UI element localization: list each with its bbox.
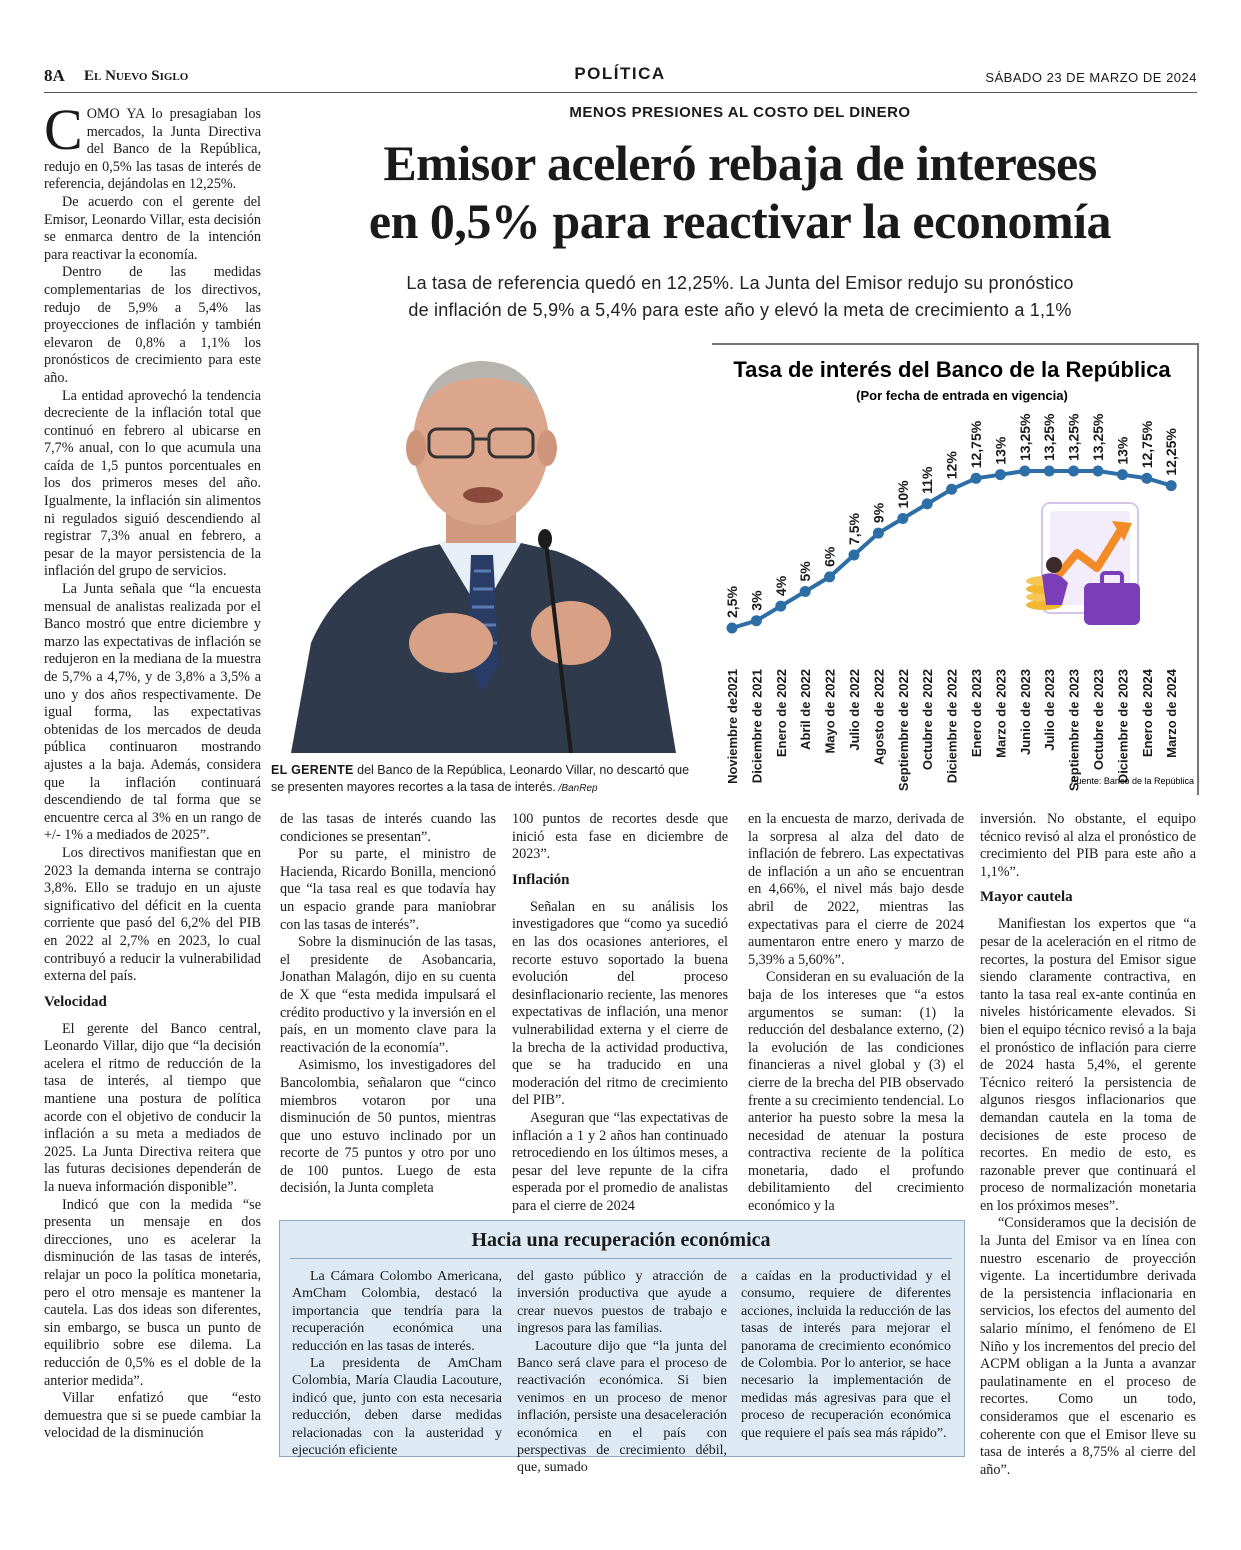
rate-point bbox=[1019, 466, 1030, 477]
rate-point bbox=[775, 601, 786, 612]
subheading-mayor-cautela: Mayor cautela bbox=[980, 889, 1073, 906]
x-axis-label: Noviembre de2021 bbox=[725, 669, 740, 784]
rate-point bbox=[800, 586, 811, 597]
rate-point bbox=[1166, 480, 1177, 491]
paragraph: Dentro de las medidas complementarias de los directivos, redujo de 5,9% a 5,4% las proyecciones de inflación y también elevaron de 0,8% a 1,1% los pronósticos de crecimiento para este año. bbox=[44, 264, 261, 386]
rate-point bbox=[1141, 473, 1152, 484]
x-axis-label: Abril de 2022 bbox=[798, 669, 814, 750]
rate-value-label: 5% bbox=[797, 561, 814, 582]
x-axis-label: Octubre de 2023 bbox=[1091, 669, 1106, 771]
subheading-velocidad: Velocidad bbox=[44, 993, 107, 1010]
x-axis-label: Junio de 2023 bbox=[1017, 669, 1033, 755]
paragraph: Indicó que con la medida “se presenta un mensaje en dos direcciones, uno es acelerar la disminución de las tasas de interés, relajar un poco la política monetaria, pero el otro mensaje es mantener la cautela. Las dos ideas son diferentes, sin embargo, se busca un punto de equilibrio sobre ese dilema. La reducción de 0,5% es el doble de la anterior medida”. bbox=[44, 1196, 261, 1389]
paragraph: “Consideramos que la decisión de la Junta del Emisor va en línea con nuestro escenario de proyección vigente. La incertidumbre derivada de la persistencia inflacionaria en servicios, los efectos del aumento del salario mínimo, el fenómeno de El Niño y los incrementos del precio del ACPM obligan a la Junta a avanzar paulatinamente en el proceso de recortes. Como un todo, consideramos que el escenario es coherente con que el Emisor lleve su tasa de interés a 8,75% al cierre del año”. bbox=[980, 1215, 1196, 1478]
paragraph: Lacouture dijo que “la junta del Banco será clave para el proceso de reactivación económica. Si bien venimos en un proceso de menor inflación, persiste una desaceleración económica en el país con perspectivas de crecimiento débil, que, sumado bbox=[517, 1338, 727, 1476]
article-column-5 bbox=[980, 811, 1196, 1479]
article-column-1 bbox=[44, 97, 261, 1443]
article-column-2 bbox=[280, 811, 496, 1198]
rate-point bbox=[922, 498, 933, 509]
paragraph: Los directivos manifiestan que en 2023 la demanda interna se contrajo 3,8%. Ello se tradujo en un ajuste significativo del déficit en la cuenta corriente que pasó del 6,2% del PIB en 2022 al 2,7% en 2023, lo cual contribuyó a reducir la vulnerabilidad externa del país. bbox=[44, 844, 261, 985]
paragraph: Manifiestan los expertos que “a pesar de la aceleración en el ritmo de recortes, la postura del Emisor sigue siendo claramente contractiva, en tanto la tasa real ex-ante continúa en niveles históricamente elevados. Si bien el equipo técnico revisó a la baja el pronóstico de inflación para cierre de 2024 hasta 5,4%, el gerente Técnico reiteró la persistencia de algunos riesgos inflacionarios que demandan cautela en la toma de decisiones de este proceso de recortes. En medio de esto, es razonable prever que continuará el proceso de normalización monetaria en los próximos meses”. bbox=[980, 916, 1196, 1214]
x-axis-label: Marzo de 2024 bbox=[1164, 669, 1180, 758]
x-axis-label: Enero de 2022 bbox=[773, 669, 789, 758]
paragraph: inversión. No obstante, el equipo técnico revisó al alza el pronóstico de crecimiento del PIB para este año a 1,1%”. bbox=[980, 811, 1196, 880]
rate-value-label: 13% bbox=[1114, 436, 1131, 465]
issue-date: SÁBADO 23 DE MARZO DE 2024 bbox=[985, 70, 1197, 85]
caption-text: del Banco de la República, Leonardo Villar, no descartó que se presenten mayores recortes a la tasa de interés. bbox=[271, 763, 690, 794]
rate-value-label: 13,25% bbox=[1065, 413, 1082, 461]
rate-value-label: 9% bbox=[870, 502, 887, 524]
chart-source: Fuente: Banco de la República bbox=[1070, 776, 1194, 786]
rate-value-label: 7,5% bbox=[846, 513, 862, 545]
paragraph: Consideran en su evaluación de la baja de los intereses que “a estos argumentos se suman: (1) la reducción del desbalance externo, (2) la evolución de las condiciones financieras a nivel global y (3) el cierre de la brecha del PIB observado frente a su crecimiento tendencial. Lo anterior ha puesto sobre la mesa la necesidad de atenuar la postura contractiva reciente de la política monetaria, dado el profundo debilitamiento del crecimiento económico y la bbox=[748, 969, 964, 1215]
rate-value-label: 13,25% bbox=[1016, 413, 1033, 461]
paragraph: Aseguran que “las expectativas de inflación a 1 y 2 años han continuado retrocediendo en los últimos meses, a pesar del leve repunte de la cifra esperada por el promedio de analistas para el cierre de 2024 bbox=[512, 1109, 728, 1214]
headline-line-1: Emisor aceleró rebaja de intereses bbox=[383, 135, 1097, 191]
rate-point bbox=[946, 484, 957, 495]
photo-leonardo-villar bbox=[271, 343, 695, 753]
rate-value-label: 4% bbox=[772, 575, 789, 597]
paragraph: de las tasas de interés cuando las condiciones se presentan”. bbox=[280, 811, 496, 845]
rate-value-label: 12,75% bbox=[1138, 420, 1155, 469]
chart-title: Tasa de interés del Banco de la República bbox=[733, 357, 1171, 382]
newspaper-name: El Nuevo Siglo bbox=[84, 68, 189, 84]
paragraph: Villar enfatizó que “esto demuestra que si se puede cambiar la velocidad de la disminución bbox=[44, 1390, 261, 1442]
subheadline-line-2: de inflación de 5,9% a 5,4% para este año y elevó la meta de crecimiento a 1,1% bbox=[408, 300, 1072, 320]
rate-value-label: 6% bbox=[821, 546, 838, 567]
rate-point bbox=[971, 473, 982, 484]
x-axis-label: Julio de 2023 bbox=[1042, 669, 1058, 751]
header-divider bbox=[44, 92, 1197, 93]
rate-point bbox=[1044, 466, 1055, 477]
subheading-inflacion: Inflación bbox=[512, 871, 570, 888]
x-axis-label: Septiembre de 2023 bbox=[1066, 669, 1082, 792]
photo-credit: /BanRep bbox=[555, 783, 598, 794]
portrait-illustration bbox=[271, 343, 695, 753]
x-axis-label: Marzo de 2023 bbox=[993, 669, 1009, 758]
photo-caption bbox=[271, 762, 695, 797]
paragraph: La Cámara Colombo Americana, AmCham Colombia, destacó la importancia que tendría para la recuperación económica una reducción en las tasas de interés. bbox=[292, 1269, 502, 1354]
x-axis-label: Diciembre de 2023 bbox=[1115, 669, 1131, 784]
sidebar-column-2 bbox=[517, 1268, 727, 1477]
rate-point bbox=[995, 469, 1006, 480]
rate-value-label: 10% bbox=[894, 480, 911, 509]
rate-value-label: 13,25% bbox=[1090, 413, 1106, 461]
paragraph: del gasto público y atracción de inversión productiva que ayude a crear nuevos puestos de trabajo e ingresos para las familias. bbox=[517, 1269, 727, 1337]
finance-illustration bbox=[1026, 503, 1140, 625]
lead-text: OMO YA lo presagiaban los mercados, la Junta Directiva del Banco de la República, redujo en 0,5% las tasas de interés de referencia, dejándolas en 12,25%. bbox=[44, 106, 261, 193]
x-axis-label: Mayo de 2022 bbox=[822, 669, 838, 754]
paragraph: Sobre la disminución de las tasas, el presidente de Asobancaria, Jonathan Malagón, dijo en su cuenta de X que “esta medida impulsará el crédito productivo y la inversión en el país, en un momento clave para la reactivación de la economía”. bbox=[280, 934, 496, 1056]
x-axis-label: Enero de 2023 bbox=[969, 669, 984, 758]
rate-value-label: 13,25% bbox=[1041, 413, 1058, 461]
paragraph: El gerente del Banco central, Leonardo Villar, dijo que “la decisión acelera el ritmo de reducción de la tasa de interés, al tiempo que mantiene una postura de política acorde con el objetivo de conducir la inflación a su meta a mediados de 2025. La Junta Directiva reitera que las futuras decisiones dependerán de la nueva información disponible”. bbox=[44, 1020, 261, 1196]
rate-point bbox=[897, 513, 908, 524]
paragraph: La entidad aprovechó la tendencia decreciente de la inflación total que continuó en febrero al ubicarse en 7,7% anual, con lo que acumula una caída de 1,5 puntos porcentuales en los dos primeros meses del año. Igualmente, la inflación sin alimentos ni regulados siguió descendiendo al registrar 7,3% anual en febrero, a pesar de la mayor persistencia de la inflación del grupo de servicios. bbox=[44, 387, 261, 580]
paragraph: 100 puntos de recortes desde que inició esta fase en diciembre de 2023”. bbox=[512, 811, 728, 863]
rate-value-label: 11% bbox=[919, 466, 936, 494]
rate-point bbox=[873, 528, 884, 539]
rate-point bbox=[751, 615, 762, 626]
sidebar-column-1 bbox=[292, 1268, 502, 1459]
interest-rate-chart bbox=[712, 343, 1197, 795]
kicker: MENOS PRESIONES AL COSTO DEL DINERO bbox=[569, 104, 911, 121]
rate-point bbox=[1068, 466, 1079, 477]
x-axis-label: Diciembre de 2022 bbox=[944, 669, 960, 784]
paragraph: Asimismo, los investigadores del Bancolombia, señalaron que “cinco miembros votaron por una disminución de 50 puntos, mientras que uno estuvo inclinado por un recorte de 75 puntos y otro por uno de 100 puntos. Luego de esta decisión, la Junta completa bbox=[280, 1057, 496, 1197]
subheadline bbox=[300, 270, 1180, 324]
rate-point bbox=[849, 549, 860, 560]
paragraph: a caídas en la productividad y el consumo, requiere de diferentes acciones, incluida la reducción de las tasas de interés para mejorar el panorama de crecimiento económico de Colombia. Por lo anterior, se hace necesario la implementación de medidas más agresivas para que el proceso de recuperación económica que requiere el país sea más rápido”. bbox=[741, 1269, 951, 1441]
section-name: POLÍTICA bbox=[574, 64, 666, 83]
paragraph: en la encuesta de marzo, derivada de la sorpresa al alza del dato de inflación de febrero. Las expectativas de inflación a un año se encuentran en 4,66%, el nivel más bajo desde abril de 2022, mientras las expectativas para el cierre de 2024 aumentaron entre enero y marzo de 5,39% a 5,60%”. bbox=[748, 811, 964, 968]
rate-value-label: 12,25% bbox=[1163, 428, 1180, 476]
rate-value-label: 3% bbox=[748, 590, 765, 611]
rate-value-label: 12,75% bbox=[968, 420, 984, 469]
chart-subtitle: (Por fecha de entrada en vigencia) bbox=[856, 388, 1068, 403]
rate-value-label: 13% bbox=[992, 436, 1009, 465]
rate-point bbox=[824, 571, 835, 582]
headline bbox=[270, 134, 1210, 250]
x-axis-label: Julio de 2022 bbox=[847, 669, 862, 751]
x-axis-labels bbox=[725, 668, 1179, 791]
subheadline-line-1: La tasa de referencia quedó en 12,25%. La Junta del Emisor redujo su pronóstico bbox=[406, 273, 1074, 293]
rate-value-label: 2,5% bbox=[724, 586, 740, 618]
paragraph: La presidenta de AmCham Colombia, María Claudia Lacouture, indicó que, junto con esta necesaria reducción, deben darse medidas relacionadas con la austeridad y ejecución eficiente bbox=[292, 1356, 502, 1459]
paragraph: Por su parte, el ministro de Hacienda, Ricardo Bonilla, mencionó que “la tasa real es que todavía hay un espacio grande para maniobrar con las tasas de interés”. bbox=[280, 846, 496, 933]
paragraph: De acuerdo con el gerente del Emisor, Leonardo Villar, esta decisión se enmarca dentro de la intención para reactivar la economía. bbox=[44, 193, 261, 263]
x-axis-label: Enero de 2024 bbox=[1139, 669, 1155, 758]
rate-point bbox=[1117, 469, 1128, 480]
sidebar-box-divider bbox=[290, 1258, 952, 1259]
paragraph: La Junta señala que “la encuesta mensual de analistas realizada por el Banco mostró que entre diciembre y marzo las expectativas de inflación se redujeron en la mediana de la muestra de 5,7% a 4,7%, y de 3,8% a 3,5% a uno y dos años respectivamente. De igual forma, las expectativas obtenidas de los mercados de deuda pública continuaron mostrando ajustes a la baja. Además, considera que la inflación continuará descendiendo de tal forma que se encuentre cerca al 3% en un rango de +/- 1% a mediados de 2025”. bbox=[44, 581, 261, 844]
article-column-4 bbox=[748, 811, 964, 1216]
lead-paragraph bbox=[44, 97, 261, 194]
x-axis-label: Diciembre de 2021 bbox=[749, 669, 765, 784]
rate-point bbox=[1093, 466, 1104, 477]
rate-value-label: 12% bbox=[943, 451, 960, 480]
rate-point bbox=[727, 623, 738, 634]
sidebar-box-title: Hacia una recuperación económica bbox=[471, 1229, 771, 1251]
headline-line-2: en 0,5% para reactivar la economía bbox=[368, 193, 1112, 249]
sidebar-column-3 bbox=[741, 1268, 951, 1442]
paragraph: Señalan en su análisis los investigadores que “como ya sucedió en las dos ocasiones anteriores, el recorte estuvo soportado la buena evolución del proceso desinflacionario reciente, las menores expectativas de inflación, una menor vulnerabilidad externa y el cierre de la brecha de la actividad productiva, que se ha traducido en una moderación del ritmo de crecimiento del PIB”. bbox=[512, 898, 728, 1109]
article-column-3 bbox=[512, 811, 728, 1215]
x-axis-label: Agosto de 2022 bbox=[871, 669, 887, 766]
caption-lead: EL GERENTE bbox=[271, 763, 354, 777]
x-axis-label: Octubre de 2022 bbox=[920, 669, 936, 771]
drop-cap: C bbox=[44, 97, 83, 162]
x-axis-label: Septiembre de 2022 bbox=[895, 669, 911, 792]
page-number: 8A bbox=[44, 66, 65, 85]
